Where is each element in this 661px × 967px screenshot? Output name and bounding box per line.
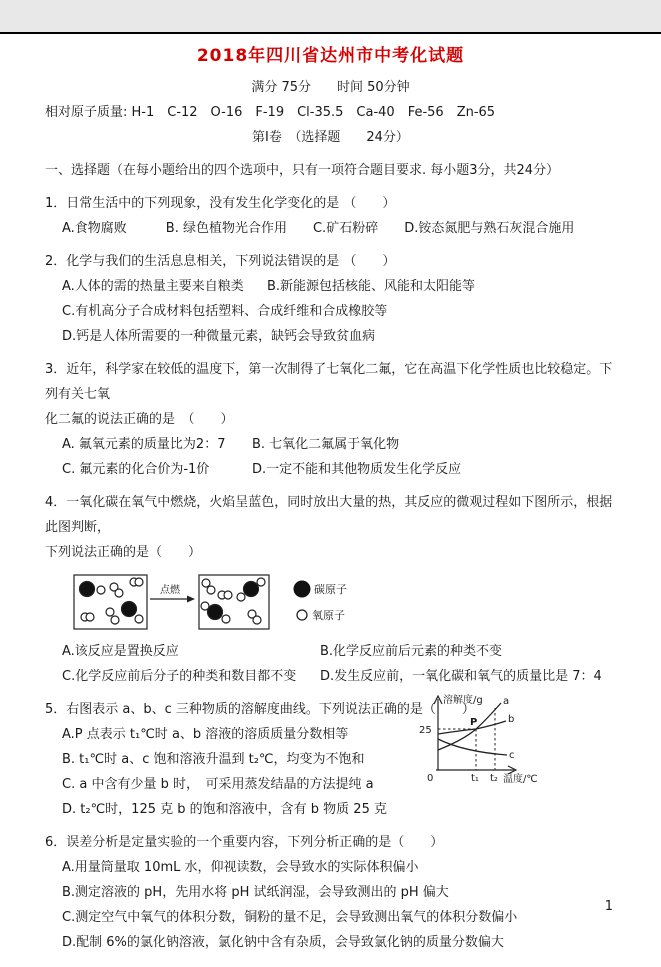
q5-stem: 5．右图表示 a、b、c 三种物质的溶解度曲线。下列说法正确的是（ ） — [45, 702, 475, 717]
q6-stem: 6．误差分析是定量实验的一个重要内容，下列分析正确的是（ ） — [45, 835, 444, 850]
solubility-curve-chart — [411, 691, 616, 795]
q4-option-a: A.该反应是置换反应 — [62, 644, 179, 659]
curve-c-label: c — [509, 750, 515, 761]
x-axis-label: 温度/℃ — [503, 774, 538, 785]
q3-option-d: D.一定不能和其他物质发生化学反应 — [252, 462, 462, 477]
q1-options: A.食物腐败 B. 绿色植物光合作用 C.矿石粉碎 D.铵态氮肥与熟石灰混合施用 — [62, 221, 575, 236]
q4-options-row2 — [62, 664, 616, 689]
y-axis-label: 溶解度/g — [443, 695, 483, 706]
q4-stem-line1: 4．一氧化碳在氧气中燃烧，火焰呈蓝色，同时放出大量的热，其反应的微观过程如下图所示，根据此图判断， — [45, 495, 613, 535]
exam-paper-page — [0, 32, 661, 967]
q6-option-b: B.测定溶液的 pH，先用水将 pH 试纸润湿，会导致测出的 pH 偏大 — [62, 885, 449, 900]
oxygen-atom-legend-icon — [297, 610, 307, 620]
q4-option-c: C.化学反应前后分子的种类和数目都不变 — [62, 669, 297, 684]
header-rule — [0, 32, 661, 34]
q3-stem-line2: 化二氟的说法正确的是 （ ） — [45, 412, 234, 427]
q2-option-c: C.有机高分子合成材料包括塑料、合成纤维和合成橡胶等 — [62, 304, 388, 319]
q4-options-row1 — [62, 639, 616, 664]
curve-b-label: b — [508, 714, 515, 725]
q5-block — [45, 697, 616, 822]
q3-options-row1 — [62, 432, 616, 457]
carbon-atom-legend-label: 碳原子 — [314, 583, 347, 596]
q2-stem: 2．化学与我们的生活息息相关，下列说法错误的是 （ ） — [45, 254, 396, 269]
q3-option-a: A. 氟氧元素的质量比为2：7 — [62, 437, 226, 452]
q5-option-a: A.P 点表示 t₁℃时 a、b 溶液的溶质质量分数相等 — [62, 727, 349, 742]
reaction-micro-diagram-figure — [62, 569, 372, 635]
q2-option-a: A.人体的需的热量主要来自粮类 — [62, 279, 244, 294]
ignition-label: 点燃 — [160, 585, 180, 596]
q4-micro-diagram — [62, 569, 616, 639]
q6-option-a: A.用量筒量取 10mL 水，仰视读数，会导致水的实际体积偏小 — [62, 860, 419, 875]
atomic-masses-line: 相对原子质量: H-1 C-12 O-16 F-19 Cl-35.5 Ca-40 Fe-56 Zn-65 — [45, 105, 496, 120]
q5-option-d: D. t₂℃时，125 克 b 的饱和溶液中，含有 b 物质 25 克 — [62, 802, 387, 817]
q3-option-b: B. 七氧化二氟属于氧化物 — [252, 437, 400, 452]
q6-option-c: C.测定空气中氧气的体积分数，铜粉的量不足，会导致测出氧气的体积分数偏小 — [62, 910, 518, 925]
page-title: 2018年四川省达州市中考化试题 — [196, 46, 465, 66]
q2-options-row1 — [62, 274, 616, 299]
x-tick-t1: t₁ — [471, 773, 479, 784]
q4-stem-line2: 下列说法正确的是（ ） — [45, 545, 202, 560]
reactant-molecules — [80, 578, 144, 624]
section-header: 第I卷 （选择题 24分） — [252, 130, 409, 145]
x-tick-t2: t₂ — [490, 773, 498, 784]
q2-option-d: D.钙是人体所需要的一种微量元素，缺钙会导致贫血病 — [62, 329, 376, 344]
page-number: 1 — [604, 899, 613, 914]
q3-option-c: C. 氟元素的化合价为-1价 — [62, 462, 210, 477]
reaction-arrow-head — [187, 596, 195, 603]
q4-option-b: B.化学反应前后元素的种类不变 — [320, 644, 503, 659]
q3-stem-line1: 3．近年，科学家在较低的温度下，第一次制得了七氧化二氟，它在高温下化学性质也比较稳定。下列有关七氧 — [45, 362, 613, 402]
oxygen-atom-legend-label: 氧原子 — [312, 609, 345, 622]
y-tick-25: 25 — [419, 725, 432, 736]
q6-option-d: D.配制 6%的氯化钠溶液，氯化钠中含有杂质，会导致氯化钠的质量分数偏大 — [62, 935, 504, 950]
curve-a-label: a — [503, 696, 510, 707]
q3-options-row2 — [62, 457, 616, 482]
q5-option-b: B. t₁℃时 a、c 饱和溶液升温到 t₂℃，均变为不饱和 — [62, 752, 365, 767]
q4-option-d: D.发生反应前，一氧化碳和氧气的质量比是 7：4 — [320, 669, 602, 684]
product-molecules — [201, 578, 265, 624]
point-p-label: P — [470, 717, 478, 728]
x-tick-0: 0 — [427, 773, 434, 784]
curve-c — [438, 739, 507, 755]
choice-intro: 一、选择题（在每小题给出的四个选项中，只有一项符合题目要求. 每小题3分，共24分） — [45, 163, 560, 178]
score-time-line: 满分 75分 时间 50分钟 — [251, 80, 410, 95]
carbon-atom-legend-icon — [294, 581, 311, 598]
q2-option-b: B.新能源包括核能、风能和太阳能等 — [267, 279, 476, 294]
q1-stem: 1．日常生活中的下列现象，没有发生化学变化的是 （ ） — [45, 196, 396, 211]
q5-option-c: C. a 中含有少量 b 时， 可采用蒸发结晶的方法提纯 a — [62, 777, 374, 792]
